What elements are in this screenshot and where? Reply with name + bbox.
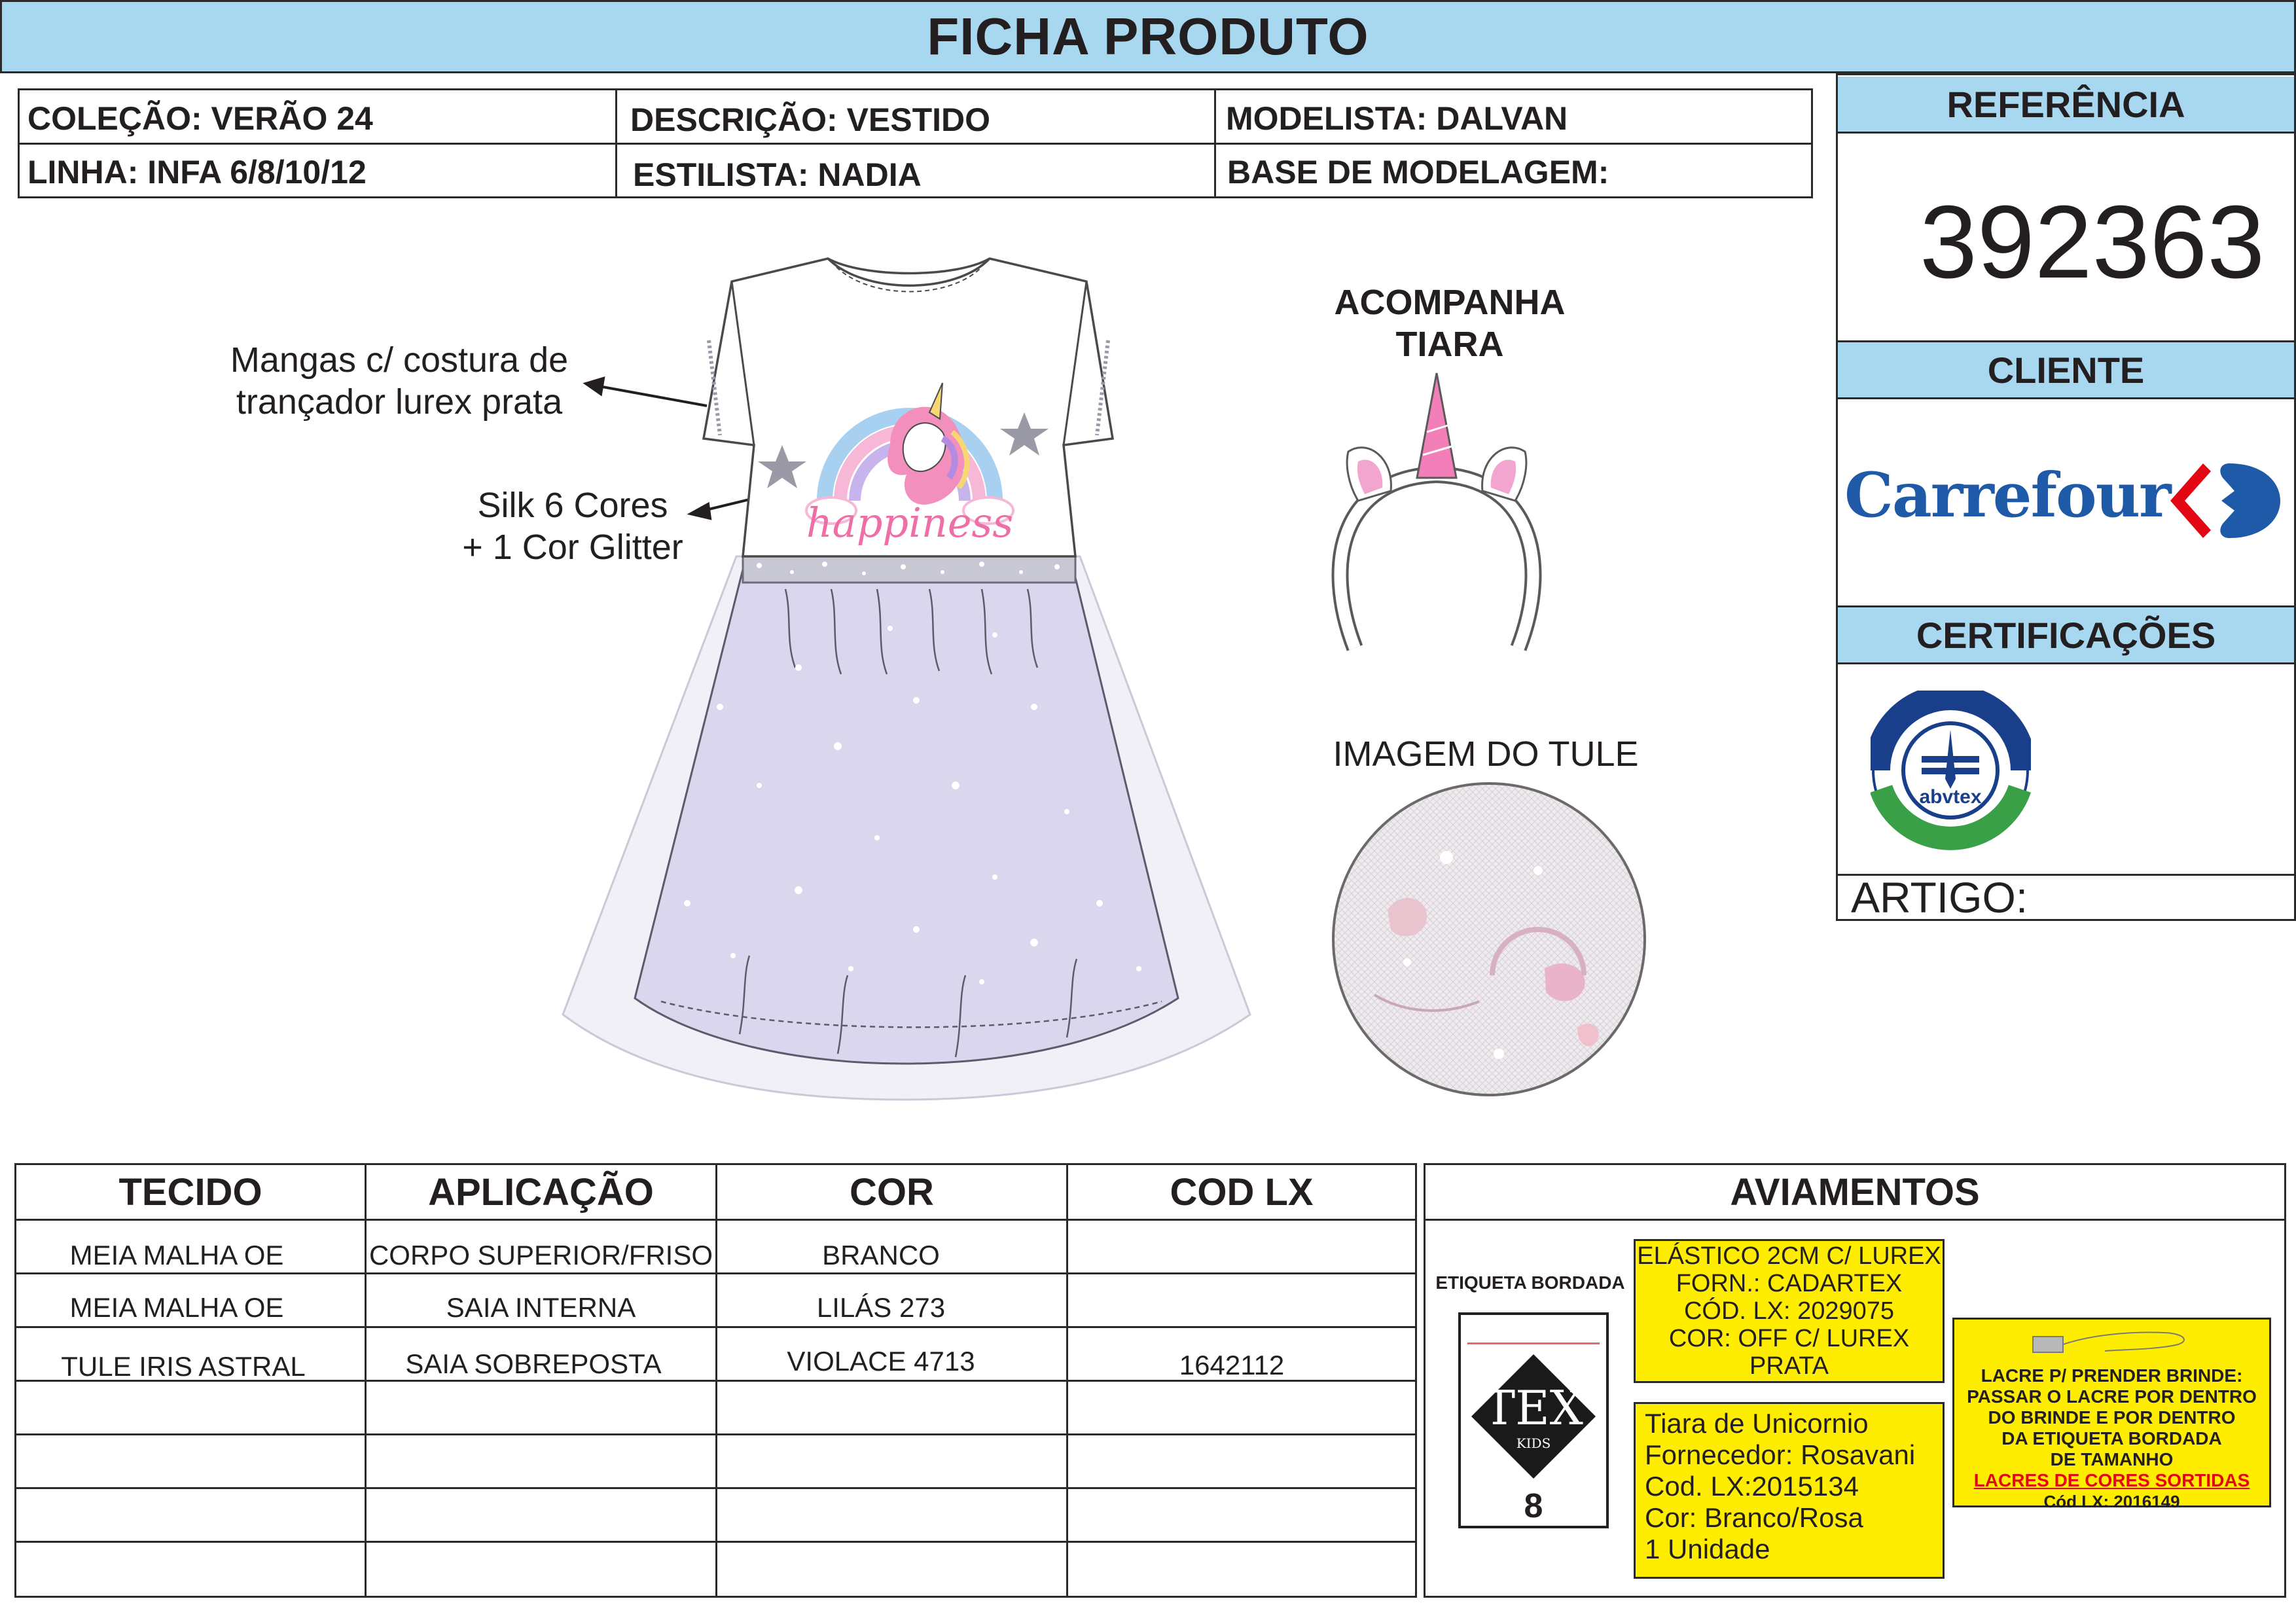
aviamentos-title: AVIAMENTOS	[1730, 1171, 1980, 1214]
mangas-note-line2: trançador lurex prata	[236, 382, 563, 422]
header-tecido: TECIDO	[118, 1171, 262, 1214]
lacre-label	[1952, 1318, 2271, 1511]
cliente-header: CLIENTE	[1838, 342, 2294, 397]
lacre-line: LACRE P/ PRENDER BRINDE:	[1981, 1365, 2243, 1386]
fabric-table	[14, 1163, 1417, 1598]
tiara-headband-icon	[1329, 367, 1545, 674]
lacre-line: DO BRINDE E POR DENTRO	[1988, 1407, 2236, 1428]
info-colecao: COLEÇÃO: VERÃO 24	[27, 100, 373, 137]
waistband-lurex	[743, 556, 1075, 583]
info-base-modelagem: BASE DE MODELAGEM:	[1227, 154, 1609, 190]
carrefour-logo	[1844, 458, 2289, 543]
table-cell: BRANCO	[822, 1240, 940, 1270]
carrefour-wordmark: Carrefour	[1844, 459, 2170, 531]
elastico-line: COR: OFF C/ LUREX	[1668, 1325, 1910, 1352]
referencia-header: REFERÊNCIA	[1838, 77, 2294, 132]
elastico-line: FORN.: CADARTEX	[1676, 1270, 1903, 1297]
header-cor: COR	[850, 1171, 934, 1214]
elastico-line: ELÁSTICO 2CM C/ LUREX	[1637, 1242, 1941, 1270]
tiara-line: Cor: Branco/Rosa	[1645, 1502, 1863, 1533]
tex-kids-text: KIDS	[1516, 1435, 1551, 1451]
title-bar	[0, 0, 2296, 73]
lacre-line: DE TAMANHO	[2050, 1449, 2174, 1469]
lacre-seal-icon	[2026, 1325, 2197, 1358]
etiqueta-bordada-label: ETIQUETA BORDADA	[1435, 1272, 1625, 1293]
info-descricao: DESCRIÇÃO: VESTIDO	[630, 101, 991, 138]
dress-illustration	[524, 249, 1309, 1119]
lacre-line: DA ETIQUETA BORDADA	[2001, 1428, 2222, 1449]
certificacoes-header: CERTIFICAÇÕES	[1838, 607, 2294, 662]
lacre-cod: Cód LX: 2016149	[2043, 1492, 2180, 1511]
acompanha-line2: TIARA	[1395, 325, 1504, 364]
page-title: FICHA PRODUTO	[927, 7, 1369, 65]
mangas-note-line1: Mangas c/ costura de	[230, 340, 569, 380]
tiara-line: Cod. LX:2015134	[1645, 1471, 1859, 1502]
happiness-print-text: happiness	[806, 499, 1014, 547]
table-cell: VIOLACE 4713	[787, 1346, 975, 1377]
header-aplicacao: APLICAÇÃO	[428, 1171, 654, 1214]
lacre-red-note: LACRES DE CORES SORTIDAS	[1973, 1470, 2250, 1490]
table-cell: SAIA INTERNA	[446, 1292, 636, 1323]
table-cell: SAIA SOBREPOSTA	[405, 1348, 662, 1379]
tulle-swatch	[1329, 779, 1649, 1100]
table-cell: CORPO SUPERIOR/FRISO	[368, 1240, 713, 1270]
aviamentos-box	[1424, 1163, 2286, 1598]
table-cell: LILÁS 273	[816, 1292, 946, 1323]
tiara-line: Fornecedor: Rosavani	[1645, 1439, 1916, 1470]
elastico-line: PRATA	[1749, 1352, 1829, 1380]
header-cod-lx: COD LX	[1170, 1171, 1314, 1214]
abvtex-seal-text: abvtex	[1919, 786, 1982, 808]
side-panel	[1836, 73, 2296, 921]
table-cell: 1642112	[1179, 1350, 1285, 1380]
tiara-line: 1 Unidade	[1645, 1534, 1770, 1564]
tiara-label	[1634, 1402, 1945, 1579]
silk-note-line2: + 1 Cor Glitter	[462, 528, 683, 567]
abvtex-seal-icon	[1871, 691, 2031, 851]
tiara-line: Tiara de Unicornio	[1645, 1408, 1869, 1439]
etiqueta-bordada-tag	[1458, 1312, 1609, 1528]
table-cell: MEIA MALHA OE	[69, 1292, 284, 1323]
acompanha-line1: ACOMPANHA	[1334, 283, 1566, 322]
referencia-value: 392363	[1920, 185, 2265, 300]
artigo-label: ARTIGO:	[1851, 873, 2028, 922]
table-cell: MEIA MALHA OE	[69, 1240, 284, 1270]
acompanha-tiara-note	[1280, 281, 1620, 365]
table-cell: TULE IRIS ASTRAL	[61, 1351, 306, 1382]
lacre-line: PASSAR O LACRE POR DENTRO	[1967, 1386, 2257, 1407]
info-linha: LINHA: INFA 6/8/10/12	[27, 154, 367, 190]
info-estilista: ESTILISTA: NADIA	[633, 156, 922, 193]
imagem-tule-label: IMAGEM DO TULE	[1333, 734, 1639, 774]
silk-note-line1: Silk 6 Cores	[477, 486, 668, 525]
elastico-line: CÓD. LX: 2029075	[1683, 1297, 1895, 1325]
elastico-label	[1634, 1239, 1945, 1383]
info-table	[18, 88, 1813, 198]
tex-logo-text: TEX	[1484, 1380, 1583, 1435]
info-modelista: MODELISTA: DALVAN	[1226, 100, 1568, 137]
tex-size: 8	[1524, 1487, 1543, 1525]
carrefour-emblem-icon	[2164, 458, 2288, 543]
tex-kids-logo-icon	[1468, 1351, 1599, 1482]
